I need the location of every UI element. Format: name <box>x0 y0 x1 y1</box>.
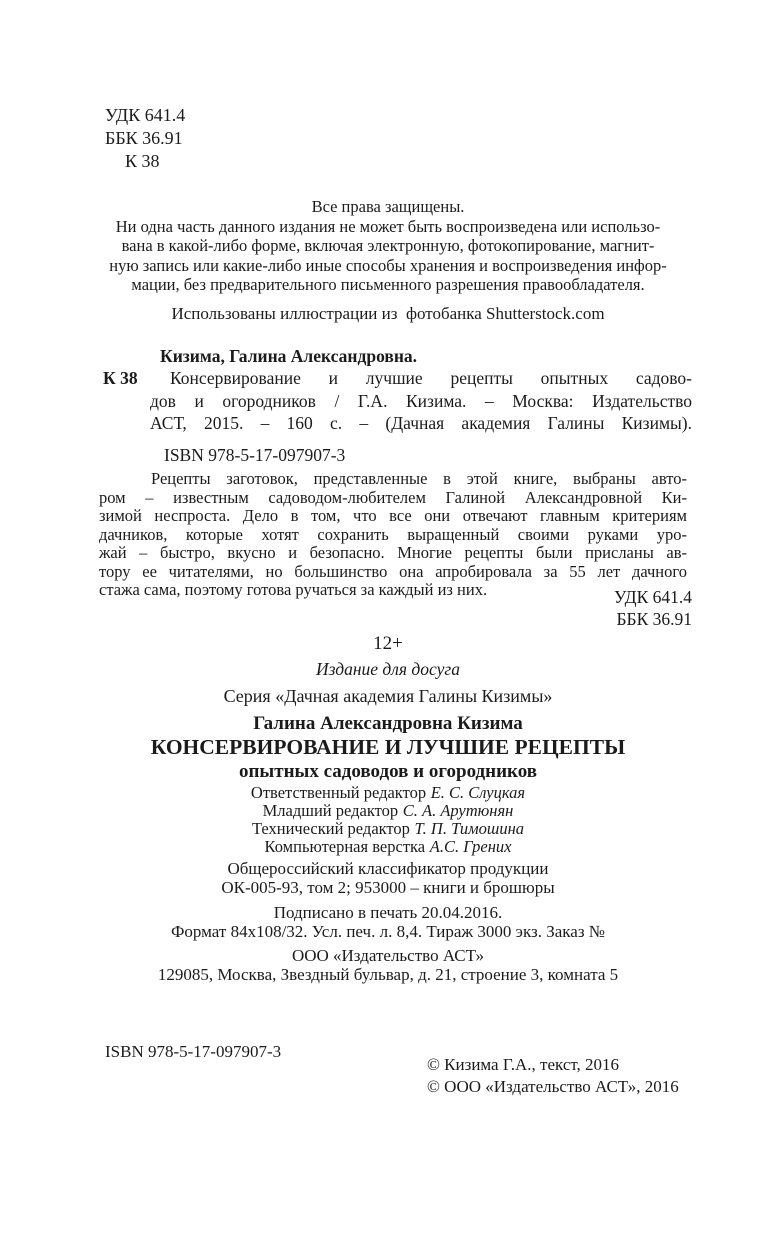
publisher-name: ООО «Издательство АСТ» <box>291 945 485 965</box>
staff-name: С. А. Арутюнян <box>402 800 514 820</box>
staff-row <box>84 802 692 820</box>
classifier-line: Общероссийский классификатор продукции <box>227 858 549 878</box>
print-info <box>84 903 692 942</box>
staff-list <box>84 784 692 856</box>
bbk-code-bottom: ББК 36.91 <box>616 608 692 629</box>
udc-code: УДК 641.4 <box>105 105 186 125</box>
title-block <box>84 712 692 783</box>
udc-code-bottom: УДК 641.4 <box>614 586 692 607</box>
annotation-line: жай – быстро, вкусно и безопасно. Многие рецепты были присланы ав- <box>99 543 687 562</box>
annotation-line: дачников, которые хотят сохранить выращенный своими руками уро- <box>99 524 687 544</box>
staff-role: Компьютерная верстка <box>264 836 426 856</box>
staff-row <box>84 820 692 838</box>
classification-codes-top <box>105 104 692 173</box>
author-sign: К 38 <box>125 151 160 171</box>
book-author: Галина Александровна Кизима <box>253 712 523 734</box>
series-name: Серия «Дачная академия Галины Кизимы» <box>223 685 553 706</box>
isbn: ISBN 978-5-17-097907-3 <box>164 444 346 465</box>
catalog-line: дов и огородников / Г.А. Кизима. – Москва: Издательство <box>150 390 692 411</box>
book-subtitle: опытных садоводов и огородников <box>238 760 538 782</box>
publisher-address: 129085, Москва, Звездный бульвар, д. 21, строение 3, комната 5 <box>157 965 619 984</box>
annotation-line: зимой неспроста. Дело в том, что все они отвечают главным критериям <box>99 506 687 525</box>
copyright-block <box>427 1054 679 1097</box>
book-title: КОНСЕРВИРОВАНИЕ И ЛУЧШИЕ РЕЦЕПТЫ <box>150 734 626 759</box>
edition-type: Издание для досуга <box>316 658 460 679</box>
catalog-line: Консервирование и лучшие рецепты опытных садово- <box>170 368 692 388</box>
page-content <box>0 104 768 985</box>
annotation <box>99 470 687 600</box>
publisher-block <box>84 946 692 985</box>
annotation-line: Рецепты заготовок, представленные в этой книге, выбраны авто- <box>151 469 687 488</box>
catalog-line: АСТ, 2015. – 160 с. – (Дачная академия Галины Кизимы). <box>150 413 692 433</box>
classifier-line: ОК-005-93, том 2; 953000 – книги и брошюры <box>221 878 555 897</box>
rights-line: ную запись или какие-либо иные способы хранения и воспроизведения инфор- <box>109 255 667 275</box>
copyright-line: © Кизима Г.А., текст, 2016 <box>427 1055 620 1074</box>
staff-role: Младший редактор <box>262 800 399 820</box>
illustration-credit: Использованы иллюстрации из фотобанка Shutterstock.com <box>171 303 605 323</box>
staff-role: Технический редактор <box>251 818 410 838</box>
rights-line: Все права защищены. <box>311 197 465 216</box>
product-classifier <box>84 859 692 898</box>
bbk-code: ББК 36.91 <box>105 128 183 148</box>
catalog-author-sign: К 38 <box>103 368 138 388</box>
staff-row <box>84 784 692 802</box>
copyright-line: © ООО «Издательство АСТ», 2016 <box>427 1076 679 1096</box>
annotation-line: тору ее читателями, но большинство она апробировала за 55 лет дачного <box>99 561 687 581</box>
staff-name: А.С. Грених <box>429 836 512 856</box>
copyright-notice <box>84 197 692 295</box>
rights-line: мации, без предварительного письменного разрешения правообладателя. <box>131 275 645 294</box>
age-rating: 12+ <box>373 632 403 654</box>
rights-line: Ни одна часть данного издания не может быть воспроизведена или использо- <box>115 216 661 236</box>
catalog-heading: Кизима, Галина Александровна. <box>160 345 418 366</box>
staff-row <box>84 838 692 856</box>
footer-isbn: ISBN 978-5-17-097907-3 <box>105 1042 282 1061</box>
staff-role: Ответственный редактор <box>250 782 427 802</box>
print-info-line: Подписано в печать 20.04.2016. <box>273 902 503 922</box>
annotation-line: стажа сама, поэтому готова ручаться за каждый из них. <box>99 580 488 599</box>
staff-name: Е. С. Слуцкая <box>430 782 526 802</box>
rights-line: вана в какой-либо форме, включая электронную, фотокопирование, магнит- <box>121 236 655 255</box>
staff-name: Т. П. Тимошина <box>414 818 525 838</box>
catalog-card <box>103 345 692 467</box>
print-info-line: Формат 84х108/32. Усл. печ. л. 8,4. Тираж 3000 экз. Заказ № <box>170 922 606 941</box>
annotation-line: ром – известным садоводом-любителем Галиной Александровной Ки- <box>99 487 687 507</box>
